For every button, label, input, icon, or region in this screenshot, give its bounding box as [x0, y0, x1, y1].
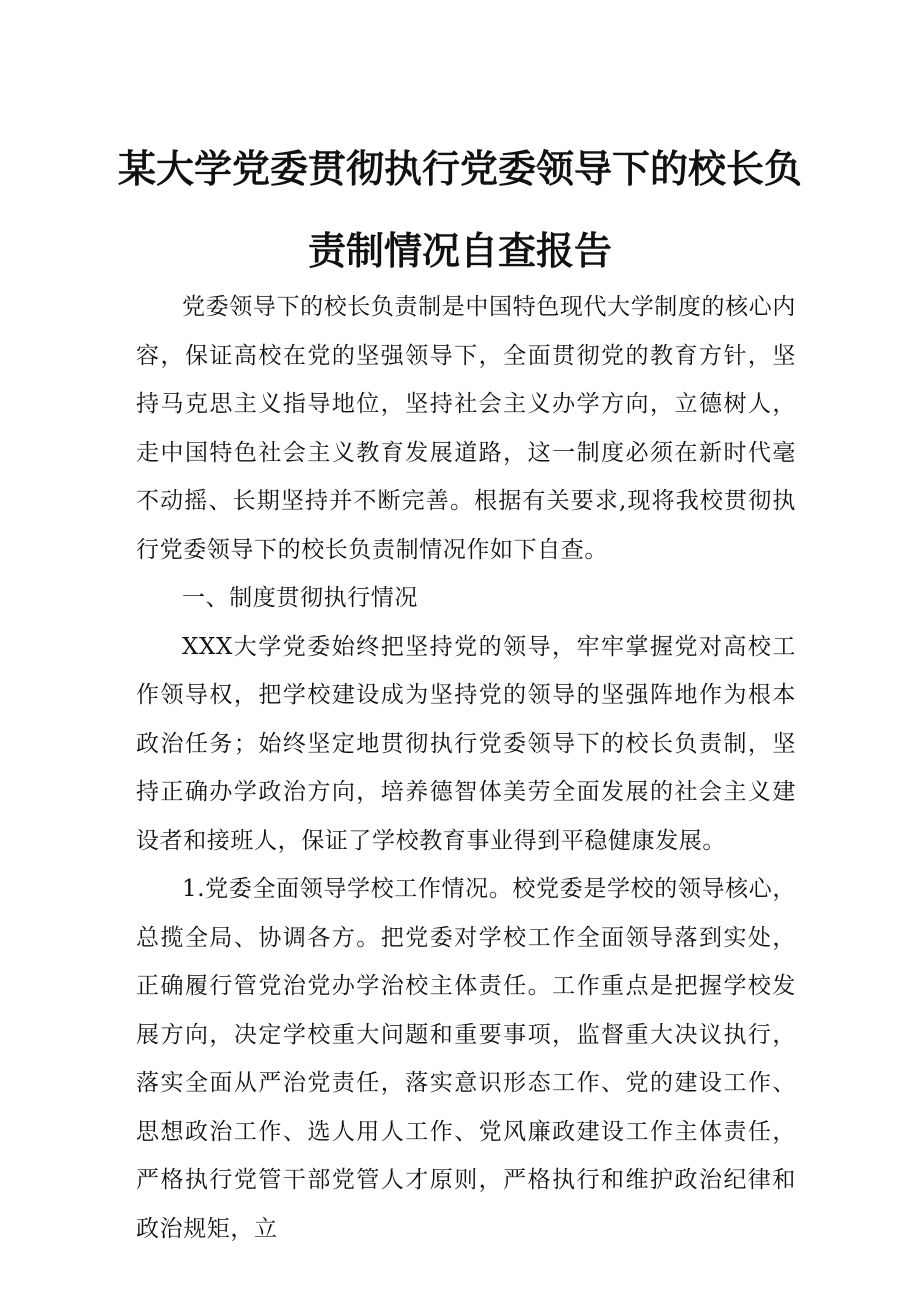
intro-paragraph: 党委领导下的校长负责制是中国特色现代大学制度的核心内容，保证高校在党的坚强领导下，全面贯彻党的教育方针，坚持马克思主义指导地位，坚持社会主义办学方向，立德树人，走中国特色社会主义教育发展道路，这一制度必须在新时代毫不动摇、长期坚持并不断完善。根据有关要求,现将我校贯彻执行党委领导下的校长负责制情况作如下自查。	[136, 294, 796, 563]
document-title	[0, 128, 920, 292]
numbered-item-paragraph: 1.党委全面领导学校工作情况。校党委是学校的领导核心，总揽全局、协调各方。把党委对学校工作全面领导落到实处，正确履行管党治党办学治校主体责任。工作重点是把握学校发展方向，决定学校重大问题和重要事项，监督重大决议执行，落实全面从严治党责任，落实意识形态工作、党的建设工作、思想政治工作、选人用人工作、党风廉政建设工作主体责任，严格执行党管干部党管人才原则，严格执行和维护政治纪律和政治规矩，立	[136, 876, 796, 1242]
title-line-2: 责制情况自查报告	[307, 229, 612, 273]
section-paragraph: XXX大学党委始终把坚持党的领导，牢牢掌握党对高校工作领导权，把学校建设成为坚持党的领导的坚强阵地作为根本政治任务；始终坚定地贯彻执行党委领导下的校长负责制，坚持正确办学政治方向，培养德智体美劳全面发展的社会主义建设者和接班人，保证了学校教育事业得到平稳健康发展。	[136, 633, 796, 854]
document-body	[136, 283, 796, 1253]
title-line-1: 某大学党委贯彻执行党委领导下的校长负	[117, 147, 802, 191]
section-heading: 一、制度贯彻执行情况	[182, 585, 418, 611]
